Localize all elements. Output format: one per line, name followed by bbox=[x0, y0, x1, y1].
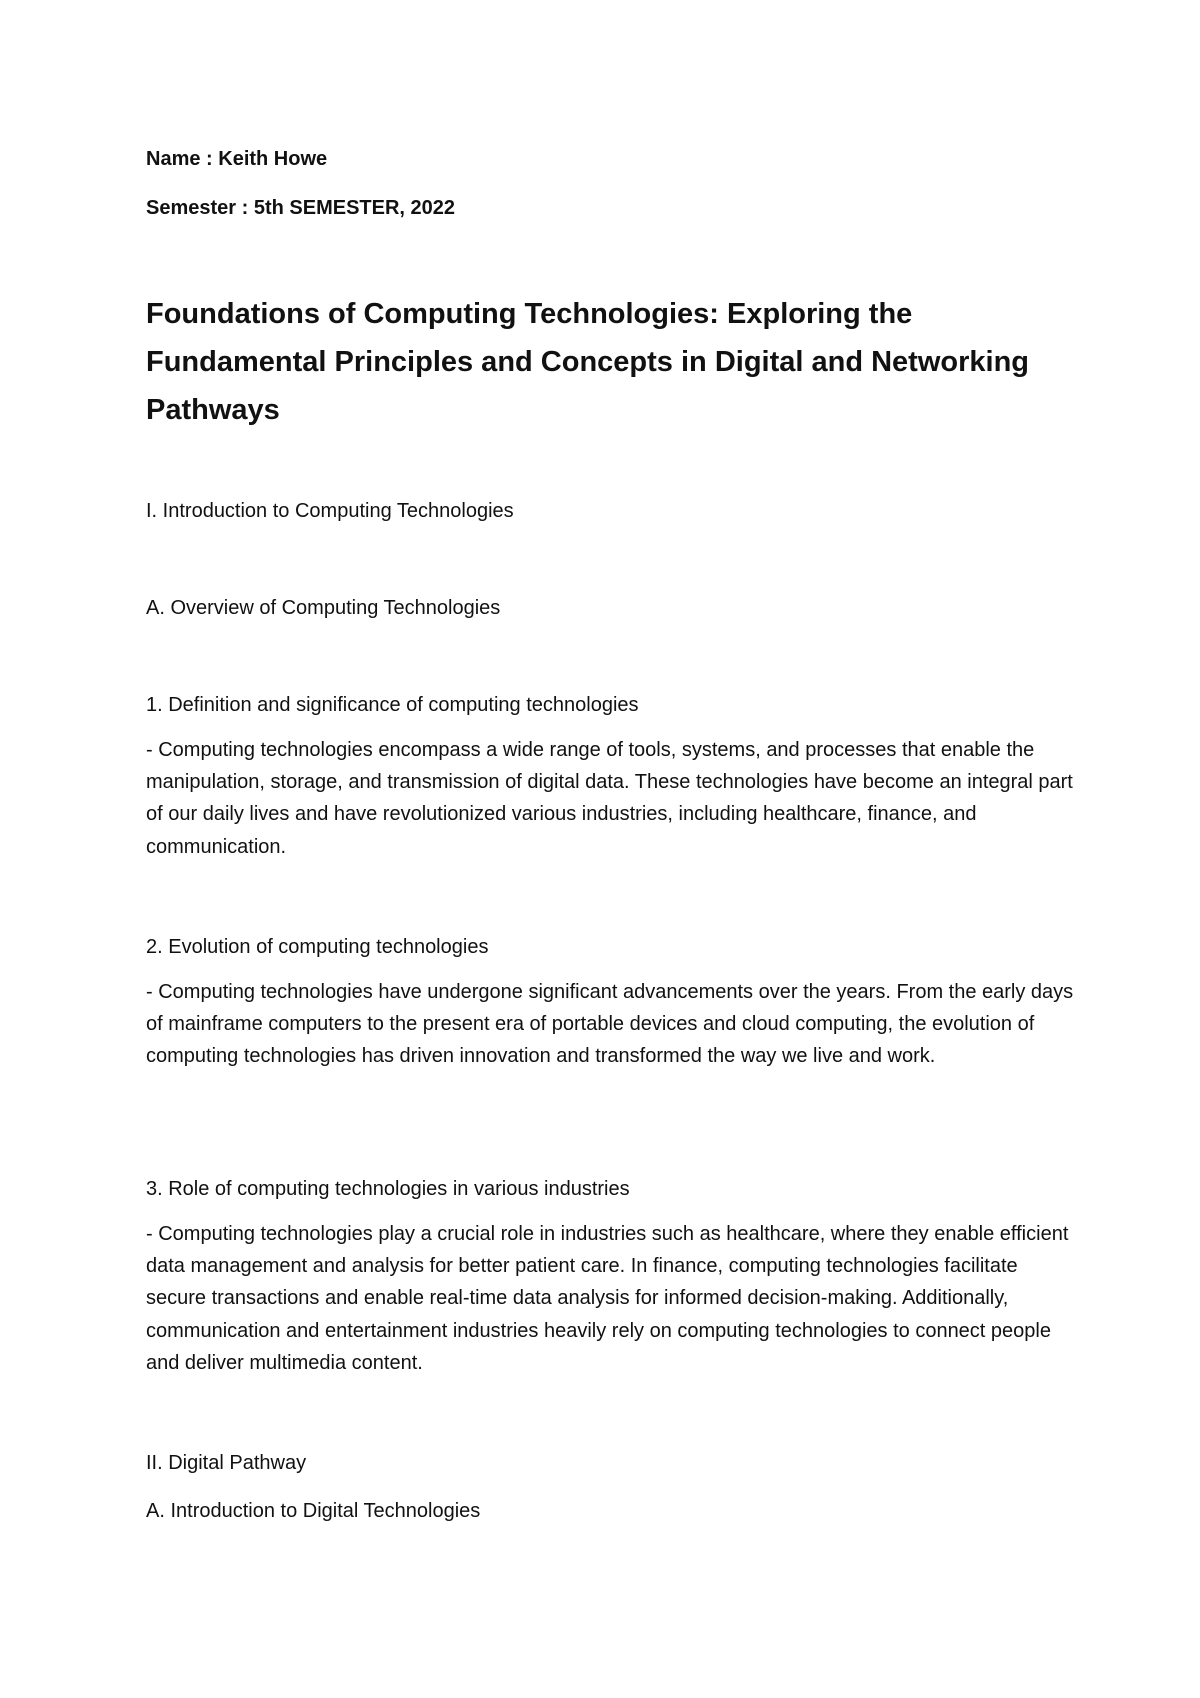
student-name: Name : Keith Howe bbox=[146, 148, 328, 170]
item-heading-definition: 1. Definition and significance of computing technologies bbox=[146, 694, 639, 716]
semester-info: Semester : 5th SEMESTER, 2022 bbox=[146, 197, 456, 219]
section-heading-digital-pathway: II. Digital Pathway bbox=[146, 1452, 307, 1474]
item-heading-evolution: 2. Evolution of computing technologies bbox=[146, 936, 489, 958]
item-heading-role: 3. Role of computing technologies in various industries bbox=[146, 1178, 630, 1200]
item-body-evolution: - Computing technologies have undergone significant advancements over the years. From the early days of mainframe computers to the present era of portable devices and cloud computing, the evolution of computing technologies has driven innovation and transformed the way we live and work. bbox=[146, 981, 1074, 1068]
item-body-role: - Computing technologies play a crucial role in industries such as healthcare, where they enable efficient data management and analysis for better patient care. In finance, computing technologies facilitate secure transactions and enable real-time data analysis for informed decision-making. Additionally, communication and entertainment industries heavily rely on computing technologies to connect people and deliver multimedia content. bbox=[146, 1223, 1069, 1374]
document-title: Foundations of Computing Technologies: Exploring the Fundamental Principles and Concepts in Digital and Networking Pathways bbox=[146, 298, 1029, 426]
section-heading-introduction: I. Introduction to Computing Technologies bbox=[146, 500, 514, 522]
item-body-definition: - Computing technologies encompass a wide range of tools, systems, and processes that enable the manipulation, storage, and transmission of digital data. These technologies have become an integral part of our daily lives and have revolutionized various industries, including healthcare, finance, and communication. bbox=[146, 739, 1073, 858]
subsection-heading-digital-technologies: A. Introduction to Digital Technologies bbox=[146, 1500, 481, 1522]
subsection-heading-overview: A. Overview of Computing Technologies bbox=[146, 597, 501, 619]
